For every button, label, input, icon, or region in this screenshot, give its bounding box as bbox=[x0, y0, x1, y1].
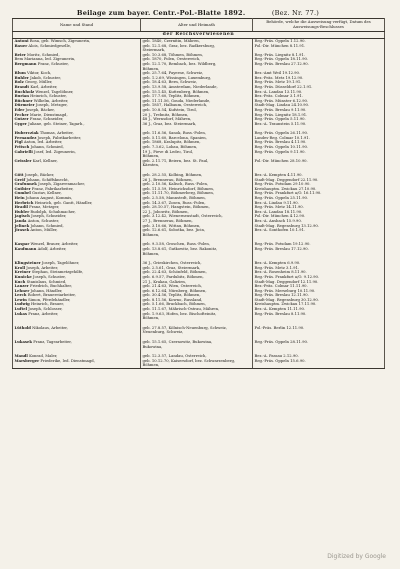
authority-cell: Reg.-Präs. Breslau 17.12.90. bbox=[253, 247, 385, 252]
authority-cell: Landes-Reg. Colmar 10.1.91. bbox=[253, 136, 385, 141]
authority-cell: Stadt-Mag. Deggendorf 12.11.90. bbox=[253, 280, 385, 285]
person-details: Joseph, Metzger, bbox=[35, 103, 68, 108]
section-heading-row bbox=[13, 32, 385, 39]
person-details: Franz, Fabrikarbeiter, bbox=[31, 186, 74, 191]
authority-cell: Reg.-Präs. Breslau 8.11.90. bbox=[253, 312, 385, 317]
authority-cell: Reg.-Präs. Frankfurt a/O. 16.11.90. bbox=[253, 191, 385, 196]
origin-cell: geb. 25.7.64, Payerne, Schweiz, bbox=[141, 71, 253, 76]
origin-cell: geb. 10.12.70, Kaisersdorf, bez. Schwarzenberg, bbox=[141, 359, 253, 364]
origin-cell: 48 J., Wernsdorf, Mähren, bbox=[141, 117, 253, 122]
authority-cell: Reg.-Präs. Merseburg 10.11.90. bbox=[253, 289, 385, 294]
authority-cell: Pol.-Dir. München 4.12.90. bbox=[253, 214, 385, 219]
authority-cell: Reg.-Präs. Breslau 27.12.90. bbox=[253, 62, 385, 67]
person-surname: Klingsteiner bbox=[14, 261, 41, 266]
person-details: Wenzel, Brauer, Arbeiter, bbox=[30, 242, 79, 247]
authority-cell: Reg.-Präs. Oppeln 28.11.90. bbox=[253, 340, 385, 345]
digitizer-watermark: Digitized by Google bbox=[327, 553, 386, 560]
origin-cell: Neuenburg, Schweiz, bbox=[141, 330, 253, 335]
origin-cell: 27 J., Brennerau, Böhmen, bbox=[141, 219, 253, 224]
authority-cell: Reg.-Präs. Metz 19.1.91. bbox=[253, 80, 385, 85]
origin-cell: geb. 11.11.70, Böhmerberg, Böhmen, bbox=[141, 191, 253, 196]
person-surname: Büchner bbox=[14, 98, 33, 103]
origin-cell: geb. 3.10.66, Wittau, Böhmen, bbox=[141, 224, 253, 229]
person-surname: Bolz bbox=[14, 80, 24, 85]
authority-cell: Reg.-Präs. Potsdam 29.10.90. bbox=[253, 182, 385, 187]
person-surname: Figl bbox=[14, 140, 23, 145]
person-surname: Hein bbox=[14, 196, 25, 200]
person-surname: Antoni bbox=[14, 38, 29, 43]
person-surname: Gyger bbox=[14, 121, 27, 126]
person-details: Nikolaus, Arbeiter, bbox=[32, 325, 68, 330]
authority-cell: Bez.-Präs. Colmar 11.11.90. bbox=[253, 284, 385, 289]
person-details: Marie, Dienstmagd, bbox=[29, 112, 68, 117]
authority-cell: Bez.-A. Landau 13.11.90. bbox=[253, 90, 385, 95]
authority-cell: Bez.-A. Lindau 9.11.90. bbox=[253, 201, 385, 206]
person-surname: Greif bbox=[14, 177, 26, 182]
authority-cell: Bez.-A. Kempten 6.9.90. bbox=[253, 261, 385, 266]
authority-cell: Kreishauptm. Zwickau 27.10.90. bbox=[253, 187, 385, 192]
person-surname: Buhler bbox=[14, 75, 29, 80]
person-details: Rosa, geb. Wimsch, Zigeunerin, bbox=[29, 39, 91, 43]
person-surname: Lukas bbox=[14, 311, 28, 316]
authority-cell: Reg.-Präs. Liegnitz 8.1.91. bbox=[253, 53, 385, 58]
origin-cell: Böhmen, bbox=[141, 233, 253, 238]
origin-cell: geb. 1870, Polen, Oesterreich, bbox=[141, 57, 253, 62]
origin-cell: geb. 2.5.61, Graz, Steiermark, bbox=[141, 266, 253, 271]
person-details: Wenzel, Tagelöhner, bbox=[35, 89, 74, 94]
person-details: Alois, Schmiedgeselle, bbox=[28, 43, 72, 48]
origin-cell: geb. 18.4.63, Bern, Schweiz, bbox=[141, 80, 253, 85]
origin-cell: Kärnten, bbox=[141, 163, 253, 168]
person-surname: Jagisch bbox=[14, 214, 30, 219]
person-details: Johann, Schmied, bbox=[30, 145, 64, 150]
person-details: Heinrich, geb. Gantt, Händler, bbox=[34, 200, 93, 205]
authority-cell: Bez.-A. Passau 2.12.90. bbox=[253, 354, 385, 359]
origin-cell: geb. 10.8.54, Kufstein, Tirol, bbox=[141, 108, 253, 113]
origin-cell: geb. 6.9.57, Pardubitz, Böhmen, bbox=[141, 275, 253, 280]
authority-cell: Reg.-Präs. Oppeln 15.6.90. bbox=[253, 359, 385, 364]
person-details: Heinrich, Brauer, bbox=[30, 302, 64, 307]
authority-cell: Stadt-Mag. Lindau 24.10.90. bbox=[253, 103, 385, 108]
person-details: Friederike, led. Dienstmagd, bbox=[40, 358, 95, 363]
person-details: Franz, Schuster, bbox=[37, 61, 69, 66]
person-surname: Kaufmann bbox=[14, 246, 37, 251]
origin-cell: geb. 12.1.70, Rembach, bez. Wildberg, bbox=[141, 62, 253, 67]
authority-cell: Pol.-Dir. München 8.11.91. bbox=[253, 44, 385, 49]
person-details: Robert, Brauereiarbeiter, bbox=[27, 293, 76, 298]
authority-cell: Bez.-Präs. Metz 19.12.90. bbox=[253, 76, 385, 81]
person-surname: Kreiner bbox=[14, 270, 31, 275]
origin-cell: geb. 17.7.60, Teplitz, Böhmen, bbox=[141, 94, 253, 99]
person-details: Joseph, Fabrikarbeiter, bbox=[37, 135, 82, 140]
person-details: Joseph, Bäcker, bbox=[24, 173, 55, 178]
person-details: Joseph, Zigarrenmacher, bbox=[38, 182, 85, 187]
origin-cell: Bukowina, bbox=[141, 345, 253, 350]
person-surname: Brandt bbox=[14, 84, 30, 89]
column-header-origin: Alter und Heimath bbox=[141, 19, 253, 32]
origin-cell: geb. 28.10.57, Hangstein, Böhmen, bbox=[141, 205, 253, 210]
authority-cell bbox=[253, 363, 385, 368]
person-details: Konrad, Maler, bbox=[29, 354, 58, 359]
person-details: Friedrich, Buchhalter, bbox=[30, 284, 72, 289]
authority-cell: Bez.-A. Traunstein 5.11.90. bbox=[253, 122, 385, 127]
person-surname: Herbrich bbox=[14, 200, 34, 205]
column-header-name: Name und Stand bbox=[13, 19, 141, 32]
person-surname: Kunicke bbox=[14, 274, 32, 279]
authority-cell: Reg.-Präs. Metz 14.11.90. bbox=[253, 205, 385, 210]
origin-cell: geb. 13.8.61, Gutkowitz, bez. Rakonitz, bbox=[141, 247, 253, 252]
person-surname: Hradil bbox=[14, 205, 28, 210]
authority-cell: Reg.-Präs. Oppeln 5.11.90. bbox=[253, 117, 385, 122]
person-details: Georg, Müller, bbox=[24, 80, 53, 85]
origin-cell: geb. 2.11.71, Beiern, bez. St. Paul, bbox=[141, 159, 253, 164]
column-header-authority: Behörde, welche die Ausweisung verfügt, Datum des Ausweisungs-Beschlusses bbox=[253, 19, 385, 32]
person-details: Johann, Schiffsknecht, bbox=[26, 177, 69, 182]
origin-cell: 20 J., Trebnitz, Böhmen, bbox=[141, 113, 253, 118]
person-surname: Kroll bbox=[14, 265, 26, 270]
person-details: Rudolph, Schuhmacher, bbox=[30, 209, 76, 214]
origin-cell: geb. 14.3.67, Zosen, Russ.-Polen, bbox=[141, 201, 253, 206]
origin-cell: Böhmen, bbox=[141, 154, 253, 159]
origin-cell: geb. 8.11.56, Kowno, Russland, bbox=[141, 298, 253, 303]
origin-cell: geb. 13.9.58, Amsterdam, Niederlande, bbox=[141, 85, 253, 90]
origin-cell: geb. 1.2.69, Wissingen, Luxemburg, bbox=[141, 76, 253, 81]
person-details: Simon, Pferdehändler, bbox=[28, 297, 71, 302]
authority-cell: Stadt-Mag. Regensburg 13.12.90. bbox=[253, 224, 385, 229]
authority-cell: Bez.-A. Kempten 4.11.90. bbox=[253, 173, 385, 178]
authority-cell: Reg.-Präs. Oppeln 9.11.90. bbox=[253, 150, 385, 155]
person-surname: Kuch bbox=[14, 279, 26, 284]
origin-cell: geb. 6.12.64, Nürnberg, Böhmen, bbox=[141, 289, 253, 294]
person-details: Josef, led. Zigeunerin, bbox=[34, 149, 76, 154]
person-surname: Lewin bbox=[14, 297, 27, 302]
origin-cell: geb. 11.1.67, Mährisch-Ostrau, Mähren, bbox=[141, 307, 253, 312]
person-details: Gustav, Kellner, bbox=[32, 191, 62, 196]
person-surname: Lehner bbox=[14, 288, 30, 293]
origin-cell: geb. 5.1.66, Bruckbach, Böhmen, bbox=[141, 302, 253, 307]
person-surname: Gutzer bbox=[14, 117, 29, 122]
person-surname: Lanzer bbox=[14, 284, 29, 289]
person-surname: Fernandez bbox=[14, 135, 37, 140]
person-surname: Hubercziak bbox=[14, 131, 39, 136]
authority-cell: Reg.-Präs. Breslau 9.11.90. bbox=[253, 108, 385, 113]
authority-cell: Reg.-Präs. Oppeln 1.12.90. bbox=[253, 39, 385, 44]
authority-cell: Bez.-A. Sonthofen 10.1.91. bbox=[253, 228, 385, 233]
person-details: Franz, Schneider, bbox=[29, 117, 64, 122]
authority-cell: Bez.-Präs. Colmar 3.1.91. bbox=[253, 94, 385, 99]
table-row bbox=[13, 363, 385, 368]
origin-cell: geb. 27.8.57, Kölnisch-Neuenburg, Schweiz, bbox=[141, 326, 253, 331]
origin-cell: 21 J., Krakau, Galizien, bbox=[141, 280, 253, 285]
person-details: Johann, Schmied, bbox=[30, 223, 64, 228]
person-surname: Marsberger bbox=[14, 358, 40, 363]
authority-cell: Bez.-A. Landau 18.11.90. bbox=[253, 210, 385, 215]
person-surname: Blum bbox=[14, 71, 26, 76]
document-page bbox=[12, 8, 384, 369]
person-details: Karl, Arbeiter, bbox=[30, 84, 58, 89]
page-title bbox=[12, 8, 384, 18]
person-details: Stanislaus, Schmied, bbox=[26, 279, 67, 284]
origin-cell: geb. 7.3.62, Lobau, Böhmen, bbox=[141, 145, 253, 150]
origin-cell: 36 J., Grieskirchen, Österreich, bbox=[141, 261, 253, 266]
origin-cell: geb. 9.3.58, Groschen, Russ.-Polen, bbox=[141, 242, 253, 247]
origin-cell: geb. 1840, Czernitin, Mähren, bbox=[141, 39, 253, 44]
person-surname: Burian bbox=[14, 94, 29, 99]
person-surname: Kaspar bbox=[14, 242, 30, 247]
person-surname: Bergmann bbox=[14, 61, 37, 66]
person-surname: Ludwig bbox=[14, 302, 30, 307]
person-details: Heinrich, Schuster, bbox=[30, 94, 67, 99]
authority-cell: Pol.-Präs. Berlin 12.11.90. bbox=[253, 326, 385, 331]
authority-cell: Reg.-Präs. Oppeln 10.11.90. bbox=[253, 145, 385, 150]
register-body bbox=[13, 32, 385, 369]
origin-cell: geb. 11.6.56, Sanok, Russ.-Polen, bbox=[141, 131, 253, 136]
person-details: Bem Marianna, led. Zigeunerin, bbox=[14, 57, 76, 62]
person-details: Anton, Müller, bbox=[30, 228, 58, 233]
authority-cell: Reg.-Präs. Münster 6.12.90. bbox=[253, 99, 385, 104]
person-surname: Bauer bbox=[14, 43, 28, 48]
authority-cell: Bez.-A. Rosenheim 8.11.90. bbox=[253, 270, 385, 275]
origin-cell: geb. 1868, Kralupitz, Böhmen, bbox=[141, 140, 253, 145]
person-details: Karl, Kellner, bbox=[32, 158, 58, 163]
person-surname: Janda bbox=[14, 218, 27, 223]
origin-cell: 36 J., Graz, bez. Steiermark, bbox=[141, 122, 253, 127]
origin-cell: geb. 12.3.57, Landau, Österreich, bbox=[141, 354, 253, 359]
origin-cell: geb. 28.2.55, Kolbing, Böhmen, bbox=[141, 173, 253, 178]
authority-cell: Pol.-Dir. München 28.10.90. bbox=[253, 159, 385, 164]
person-details: Viktor, Koch, bbox=[27, 71, 52, 76]
person-surname: Hubler bbox=[14, 209, 30, 214]
origin-cell: geb. 22.4.63, Schönfeld, Böhmen, bbox=[141, 270, 253, 275]
origin-cell: Böhmen, bbox=[141, 316, 253, 321]
issue-reference: (Bez. Nr. 77.) bbox=[271, 9, 320, 17]
authority-cell: Reg.-Präs. Düsseldorf 22.1.91. bbox=[253, 85, 385, 90]
person-surname: Gumbel bbox=[14, 191, 31, 196]
origin-cell: Steiermark, bbox=[141, 48, 253, 53]
authority-cell: Reg.-Präs. Frankfurt a/O. 9.12.90. bbox=[253, 275, 385, 280]
authority-cell: Bez.-A. Kempten 11.11.90. bbox=[253, 307, 385, 312]
authority-cell: Reg.-Präs. Breslau 4.11.90. bbox=[253, 140, 385, 145]
person-details: Joseph, Tagelöhner, bbox=[41, 261, 80, 266]
authority-cell: Reg.-Präs. Potsdam 19.12.90. bbox=[253, 242, 385, 247]
origin-cell: 22 J., Jobowitz, Böhmen, bbox=[141, 210, 253, 215]
person-details: Adolf, Arbeiter, bbox=[37, 246, 67, 251]
person-surname: Lüthold bbox=[14, 325, 31, 330]
person-surname: Eder bbox=[14, 107, 25, 112]
origin-cell: geb. 15.1.65, Czernowitz, Bukowina, bbox=[141, 340, 253, 345]
person-surname: Dürmeier bbox=[14, 103, 35, 108]
person-details: Johann August, Kommis, bbox=[25, 196, 73, 200]
person-surname: Gutbier bbox=[14, 186, 31, 191]
register-table bbox=[12, 18, 385, 369]
origin-cell: geb. 11.11.56, Gouda, Niederlande, bbox=[141, 99, 253, 104]
origin-cell: geb. 2.10.56, Kalisch, Russ.-Polen, bbox=[141, 182, 253, 187]
person-surname: Lerch bbox=[14, 293, 27, 298]
person-details: Stephan, Steinmetzgehilfe, bbox=[31, 270, 84, 275]
origin-cell: 26 J., Brennerau, Böhmen, bbox=[141, 178, 253, 183]
person-details: Joseph, Schuster, bbox=[33, 274, 66, 279]
person-details: Juliane, geb. Steiner, Tagarb., bbox=[28, 121, 85, 126]
person-details: Thomas, Arbeiter, bbox=[39, 131, 74, 136]
origin-cell: 19 J., Pieve di Ledro, Tirol, bbox=[141, 150, 253, 155]
person-surname: Geissler bbox=[14, 158, 32, 163]
authority-cell: Reg.-Präs. Liegnitz 18.1.91. bbox=[253, 113, 385, 118]
person-surname: Gabrielli bbox=[14, 149, 33, 154]
person-details: Joseph, Schlosser, bbox=[28, 307, 63, 312]
page-title-text: Beilage zum bayer. Centr.-Pol.-Blatte 1892. bbox=[76, 9, 246, 17]
person-details: Anton, led. Arbeiter, bbox=[23, 140, 63, 145]
origin-cell: Böhmen, bbox=[141, 363, 253, 368]
origin-cell: geb. 30.4.56, Teplitz, Böhmen, bbox=[141, 293, 253, 298]
person-surname: Lukasek bbox=[14, 340, 32, 345]
origin-cell: geb. 21.4.63, Wien, Österreich, bbox=[141, 284, 253, 289]
authority-cell: Bez.-Amt Weil 19.12.90. bbox=[253, 71, 385, 76]
person-details: Franz, Tagearbeiter, bbox=[33, 340, 72, 345]
person-details: Franz, Metzger, bbox=[29, 205, 60, 210]
origin-cell: geb. 1857, Halbaum, Oesterreich, bbox=[141, 103, 253, 108]
person-details: Moritz, Schmied, bbox=[27, 52, 60, 57]
origin-cell: Böhmen, bbox=[141, 67, 253, 72]
origin-cell: geb. 11.5.59, Heinrichsdorf, Böhmen, bbox=[141, 187, 253, 192]
person-details: Anton, Schuster, bbox=[27, 218, 60, 223]
authority-cell: Bez.-A. Ansbach 15.9.90. bbox=[253, 219, 385, 224]
person-details: Jakob, Schuster, bbox=[30, 75, 61, 80]
person-surname: Buchholz bbox=[14, 89, 35, 94]
column-header-row bbox=[13, 19, 385, 32]
person-details: Johann, Händler, bbox=[30, 288, 63, 293]
authority-cell: Reg.-Präs. Oppeln 26.11.90. bbox=[253, 131, 385, 136]
person-details: Wilhelm, Arbeiter, bbox=[33, 98, 69, 103]
origin-cell: geb. 12.1.68, Graz, bez. Radkersburg, bbox=[141, 44, 253, 49]
authority-cell: Stadt-Mag. Deggendorf 22.11.90. bbox=[253, 178, 385, 183]
person-surname: Mandl bbox=[14, 354, 28, 359]
person-surname: Grafunnek bbox=[14, 182, 37, 187]
section-heading: der Reichsverwiesenen bbox=[13, 32, 385, 39]
origin-cell: geb. 12.6.61, Sobotka, bez. Jicin, bbox=[141, 228, 253, 233]
person-surname: Fritsch bbox=[14, 145, 30, 150]
person-surname: Luftel bbox=[14, 307, 28, 312]
authority-cell: Stadt-Mag. Regensburg 30.12.90. bbox=[253, 298, 385, 303]
person-surname: Beier bbox=[14, 52, 26, 57]
person-surname: Fecher bbox=[14, 112, 29, 117]
person-details: Joseph, Bäcker, bbox=[25, 107, 55, 112]
person-details: Joseph, Schneider, bbox=[31, 214, 67, 219]
person-surname: Jelinek bbox=[14, 223, 30, 228]
authority-cell: Reg.-Präs. Breslau 12.11.90. bbox=[253, 293, 385, 298]
authority-cell: Reg.-Präs. Oppeln 25.11.90. bbox=[253, 196, 385, 201]
person-surname: Jirasek bbox=[14, 228, 30, 233]
origin-cell: Böhmen, bbox=[141, 252, 253, 257]
authority-cell: Kreishauptm. Zwickau 17.11.90. bbox=[253, 302, 385, 307]
origin-cell: geb. 10.3.68, Töhmen, Böhmen, bbox=[141, 53, 253, 58]
origin-cell: geb. 5.11.60, Barcelona, Spanien, bbox=[141, 136, 253, 141]
person-details: Franz, Arbeiter, bbox=[28, 311, 59, 316]
person-details: Joseph, Arbeiter, bbox=[26, 265, 59, 270]
origin-cell: geb. 3.12.42, Wienerneustadt, Österreich, bbox=[141, 214, 253, 219]
origin-cell: geb. 1.9.63, Hofen, bez. Bischofteinitz, bbox=[141, 312, 253, 317]
authority-cell: Reg.-Präs. Metz 3.1.91. bbox=[253, 266, 385, 271]
origin-cell: geb. 2.5.58, Mannstedt, Böhmen, bbox=[141, 196, 253, 201]
person-cell bbox=[13, 363, 141, 368]
person-surname: Gött bbox=[14, 173, 24, 178]
authority-cell: Reg.-Präs. Oppeln 18.11.90. bbox=[253, 57, 385, 62]
origin-cell: geb. 15.1.45, Kuttenberg, Böhmen, bbox=[141, 90, 253, 95]
